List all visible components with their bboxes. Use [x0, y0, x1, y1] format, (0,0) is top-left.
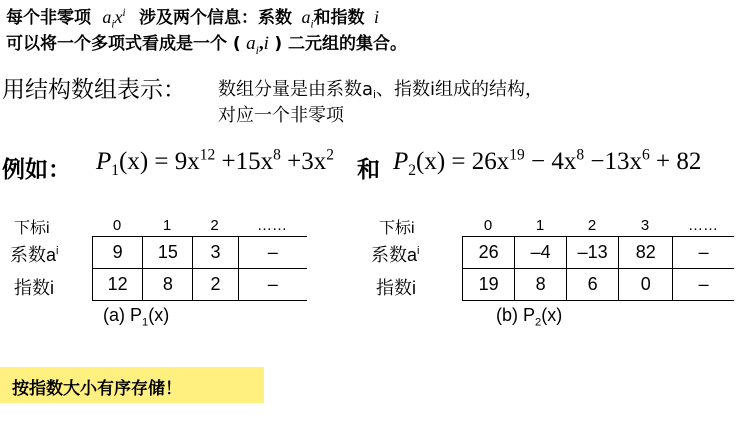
- table-b-coef-2: –13: [567, 237, 619, 269]
- pair-formula: [246, 33, 269, 57]
- representation-desc-1-b: 、指数i组成的结构，: [376, 79, 544, 100]
- table-a-exp-row: [93, 269, 308, 301]
- coef-formula: [301, 7, 314, 31]
- p1-exp-3: 2: [326, 146, 334, 164]
- table-a-index-label: 下标i: [14, 220, 50, 237]
- term-a: a: [102, 7, 112, 27]
- p2-sub: 2: [408, 162, 417, 179]
- table-a-coef-label: 系数$a^i$: [10, 245, 59, 265]
- term-x-sup: i: [122, 7, 126, 19]
- table-b-index-1: 1: [535, 217, 545, 234]
- poly-p1: [96, 146, 334, 179]
- pair-i: i: [263, 33, 269, 54]
- representation-desc-1-a: 数组分量是由系数a: [218, 79, 374, 100]
- table-b-exp-0: 19: [463, 269, 515, 301]
- table-a-coef-row: [93, 237, 308, 269]
- table-a-coef-2: 3: [193, 237, 238, 269]
- representation-desc-1-sub: i: [373, 88, 377, 102]
- term-a-sub: i: [111, 18, 115, 31]
- table-b-index-0: 0: [483, 217, 493, 234]
- p2-term-4: + 82: [649, 148, 702, 175]
- coef-a-sub: i: [310, 18, 314, 31]
- table-a-exp-3: –: [238, 269, 307, 301]
- table-b-exp-1: 8: [515, 269, 567, 301]
- table-b-coef-1: –4: [515, 237, 567, 269]
- p1-term-2: +15x: [215, 148, 274, 175]
- p1-exp-2: 8: [273, 146, 281, 164]
- p1-exp-1: 12: [199, 146, 216, 164]
- table-a-index-3: ……: [257, 217, 287, 234]
- representation-heading: 用结构数组表示：: [2, 77, 186, 103]
- representation-desc-2: 对应一个非零项: [218, 105, 344, 126]
- p2-term-3: −13x: [584, 148, 642, 175]
- term-x: x: [114, 7, 123, 27]
- p1-term-1: (x) = 9x: [119, 148, 200, 175]
- table-b-index-2: 2: [587, 217, 597, 234]
- table-b-index-label: 下标i: [379, 220, 415, 237]
- p2-term-2: − 4x: [524, 148, 577, 175]
- table-b-exp-row: [463, 269, 735, 301]
- note-text: 按指数大小有序存储！: [12, 379, 182, 399]
- p2-term-1: (x) = 26x: [416, 148, 510, 175]
- p1-sub: 1: [111, 162, 120, 179]
- table-a-exp-label: 指数i: [14, 278, 54, 298]
- representation-desc-1: [218, 75, 543, 101]
- poly-p2: [393, 146, 702, 179]
- intro-line-1-mid: 涉及两个信息：系数: [139, 8, 293, 28]
- p2-exp-3: 6: [642, 146, 650, 164]
- table-b-coef-0: 26: [463, 237, 515, 269]
- table-a-exp-2: 2: [193, 269, 238, 301]
- coef-a: a: [301, 7, 311, 27]
- table-b-index-3: 3: [640, 217, 650, 234]
- table-a-index-0: 0: [112, 217, 122, 234]
- table-a-grid: [92, 236, 307, 301]
- table-a-caption: (a) $P_1(x)$: [103, 305, 170, 329]
- term-formula: [102, 7, 126, 31]
- pair-a: a: [246, 33, 256, 54]
- intro-line-1: [6, 3, 379, 31]
- pair-a-sub: i: [255, 43, 259, 57]
- table-b-exp-label: 指数i: [376, 278, 416, 298]
- p2-exp-2: 8: [576, 146, 585, 164]
- table-a-coef-1: 15: [143, 237, 193, 269]
- table-b-grid: [462, 236, 734, 301]
- table-b-coef-3: 82: [619, 237, 673, 269]
- example-and: 和: [357, 157, 380, 183]
- table-b-coef-row: [463, 237, 735, 269]
- table-a-index-2: 2: [210, 217, 219, 234]
- table-b-exp-2: 6: [567, 269, 619, 301]
- table-a-coef-3: –: [238, 237, 307, 269]
- p2-name: P: [393, 148, 409, 175]
- example-label: 例如：: [2, 157, 71, 183]
- table-a-exp-0: 12: [93, 269, 143, 301]
- table-b-index-4: ……: [688, 217, 718, 234]
- table-a-coef-0: 9: [93, 237, 143, 269]
- p2-exp-1: 19: [509, 146, 525, 164]
- intro-line-1-prefix: 每个非零项: [6, 8, 91, 28]
- table-b-caption: (b) $P_2(x)$: [496, 305, 563, 329]
- pair-sep: ,: [258, 33, 264, 54]
- intro-line-2-suffix: ) 二元组的集合。: [274, 34, 408, 54]
- index-var: i: [373, 7, 379, 27]
- table-a-exp-1: 8: [143, 269, 193, 301]
- p1-name: P: [96, 148, 112, 175]
- intro-line-2-prefix: 可以将一个多项式看成是一个 (: [6, 34, 241, 54]
- table-a-index-1: 1: [162, 217, 172, 234]
- table-b-exp-3: 0: [619, 269, 673, 301]
- intro-line-2: [6, 29, 407, 55]
- table-b-exp-4: –: [673, 269, 734, 301]
- table-b-coef-4: –: [673, 237, 734, 269]
- table-b-coef-label: 系数$a^i$: [371, 245, 420, 265]
- p1-term-3: +3x: [280, 148, 327, 175]
- and-index-text: 和指数: [313, 8, 365, 28]
